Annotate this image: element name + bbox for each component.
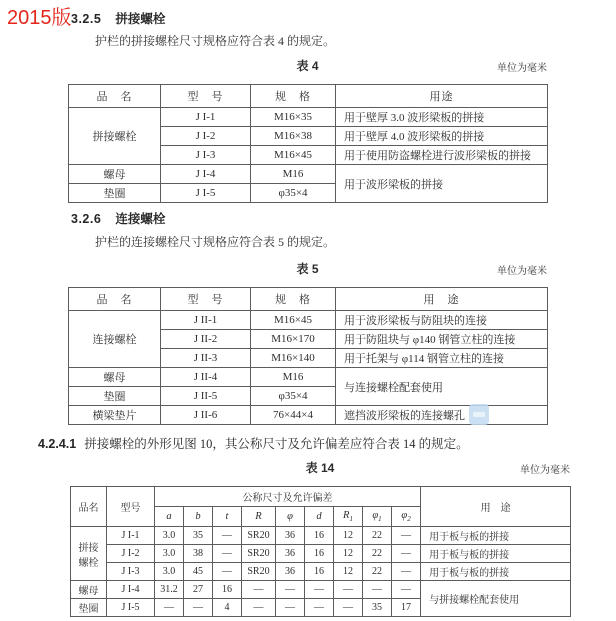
cell: 16 xyxy=(305,545,334,563)
clause-number: 3.2.5 xyxy=(71,12,102,26)
cell: J II-5 xyxy=(161,387,251,406)
cell: 拼接螺栓 xyxy=(71,527,107,581)
cell: M16 xyxy=(251,165,336,184)
cell: 3.0 xyxy=(155,527,184,545)
cell: J I-4 xyxy=(161,165,251,184)
cell: 螺母 xyxy=(69,368,161,387)
header-cell: R xyxy=(242,507,276,527)
cell: — xyxy=(184,599,213,617)
clause-title: 拼接螺栓 xyxy=(115,12,166,26)
cell: — xyxy=(276,599,305,617)
cell: — xyxy=(242,581,276,599)
header-cell: 型 号 xyxy=(161,85,251,108)
cell: 用于防阻块与 φ140 钢管立柱的连接 xyxy=(336,330,548,349)
cell: 31.2 xyxy=(155,581,184,599)
header-cell: 规 格 xyxy=(251,85,336,108)
cell: 38 xyxy=(184,545,213,563)
watermark xyxy=(469,404,489,425)
header-cell: d xyxy=(305,507,334,527)
clause-3-2-6-heading xyxy=(71,209,165,227)
cell: M16×170 xyxy=(251,330,336,349)
cell: 垫圈 xyxy=(71,599,107,617)
table-row xyxy=(71,545,571,563)
cell: 用于板与板的拼接 xyxy=(421,563,571,581)
cell: — xyxy=(363,581,392,599)
clause-body: 拼接螺栓的外形见图 10，其公称尺寸及允许偏差应符合表 14 的规定。 xyxy=(84,437,469,451)
cell: — xyxy=(213,527,242,545)
table-row xyxy=(69,368,548,387)
table-14-caption-row xyxy=(70,459,570,475)
header-cell: 型 号 xyxy=(161,288,251,311)
cell: 35 xyxy=(363,599,392,617)
cell: M16 xyxy=(251,368,336,387)
header-cell: 用 途 xyxy=(336,288,548,311)
header-cell: b xyxy=(184,507,213,527)
header-cell: t xyxy=(213,507,242,527)
cell: — xyxy=(392,545,421,563)
cell: — xyxy=(305,599,334,617)
table-5-caption: 表 5 xyxy=(296,262,319,276)
cell: 用于板与板的拼接 xyxy=(421,527,571,545)
cell: 用于托架与 φ114 钢管立柱的连接 xyxy=(336,349,548,368)
cell: — xyxy=(213,545,242,563)
cell: — xyxy=(242,599,276,617)
cell: M16×35 xyxy=(251,108,336,127)
header-cell: 品 名 xyxy=(69,85,161,108)
cell: 12 xyxy=(334,563,363,581)
cell: — xyxy=(392,527,421,545)
cell: J I-1 xyxy=(161,108,251,127)
cell: 12 xyxy=(334,527,363,545)
clause-4-2-4-1-heading xyxy=(38,434,469,453)
cell: 27 xyxy=(184,581,213,599)
table-14-unit-label: 单位为毫米 xyxy=(520,465,570,476)
header-cell: φ xyxy=(276,507,305,527)
table-row xyxy=(69,165,548,184)
table-14-caption: 表 14 xyxy=(305,461,335,475)
cell: 12 xyxy=(334,545,363,563)
cell: 16 xyxy=(305,563,334,581)
header-cell: a xyxy=(155,507,184,527)
watermark-glyph xyxy=(473,412,485,417)
cell: J II-2 xyxy=(161,330,251,349)
table-row xyxy=(71,581,571,599)
table-5-unit-label: 单位为毫米 xyxy=(497,266,547,277)
cell: 17 xyxy=(392,599,421,617)
cell: 22 xyxy=(363,527,392,545)
cell: 用于波形梁板与防阻块的连接 xyxy=(336,311,548,330)
cell: — xyxy=(213,563,242,581)
table-row xyxy=(71,527,571,545)
cell: J II-4 xyxy=(161,368,251,387)
cell: 垫圈 xyxy=(69,184,161,203)
cell: SR20 xyxy=(242,563,276,581)
cell: J I-2 xyxy=(161,127,251,146)
cell: 45 xyxy=(184,563,213,581)
header-cell: 公称尺寸及允许偏差 xyxy=(155,487,421,507)
edition-label: 2015版 xyxy=(7,7,72,29)
cell: 16 xyxy=(305,527,334,545)
cell: 遮挡波形梁板的连接螺孔 xyxy=(336,406,548,425)
header-cell: 规 格 xyxy=(251,288,336,311)
cell: 16 xyxy=(213,581,242,599)
cell: 用于壁厚 4.0 波形梁板的拼接 xyxy=(336,127,548,146)
header-cell: $R_1$ xyxy=(334,507,363,527)
clause-title: 连接螺栓 xyxy=(115,212,166,226)
header-cell: 型号 xyxy=(107,487,155,527)
cell: J I-2 xyxy=(107,545,155,563)
table-4-unit-label: 单位为毫米 xyxy=(497,63,547,74)
cell: M16×38 xyxy=(251,127,336,146)
cell: 35 xyxy=(184,527,213,545)
table-row xyxy=(69,311,548,330)
table-row xyxy=(69,288,548,311)
cell: 36 xyxy=(276,527,305,545)
table-row xyxy=(69,85,548,108)
cell: J II-6 xyxy=(161,406,251,425)
cell: 用于使用防盗螺栓进行波形梁板的拼接 xyxy=(336,146,548,165)
clause-3-2-5-heading xyxy=(71,9,165,27)
cell: 螺母 xyxy=(69,165,161,184)
cell: 用于壁厚 3.0 波形梁板的拼接 xyxy=(336,108,548,127)
cell: — xyxy=(276,581,305,599)
clause-number: 4.2.4.1 xyxy=(38,437,77,451)
cell: J II-1 xyxy=(161,311,251,330)
cell: J I-5 xyxy=(107,599,155,617)
cell: 连接螺栓 xyxy=(69,311,161,368)
cell: — xyxy=(392,581,421,599)
cell: 用于板与板的拼接 xyxy=(421,545,571,563)
cell: 4 xyxy=(213,599,242,617)
cell: — xyxy=(334,581,363,599)
cell: φ35×4 xyxy=(251,387,336,406)
clause-3-2-6-body: 护栏的连接螺栓尺寸规格应符合表 5 的规定。 xyxy=(95,235,336,249)
table-4 xyxy=(68,84,548,203)
cell: J I-3 xyxy=(161,146,251,165)
cell: 拼接螺栓 xyxy=(69,108,161,165)
header-cell: 用途 xyxy=(336,85,548,108)
cell: J I-5 xyxy=(161,184,251,203)
cell: M16×140 xyxy=(251,349,336,368)
cell: — xyxy=(392,563,421,581)
cell: J I-3 xyxy=(107,563,155,581)
cell: 与拼接螺栓配套使用 xyxy=(421,581,571,617)
cell: 36 xyxy=(276,563,305,581)
table-5-caption-row xyxy=(68,260,547,276)
cell: 垫圈 xyxy=(69,387,161,406)
header-cell: 用 途 xyxy=(421,487,571,527)
table-4-caption: 表 4 xyxy=(296,59,319,73)
cell: 螺母 xyxy=(71,581,107,599)
cell: SR20 xyxy=(242,545,276,563)
cell: 与连接螺栓配套使用 xyxy=(336,368,548,406)
cell: φ35×4 xyxy=(251,184,336,203)
cell: M16×45 xyxy=(251,146,336,165)
cell: 横梁垫片 xyxy=(69,406,161,425)
cell: SR20 xyxy=(242,527,276,545)
cell: 3.0 xyxy=(155,545,184,563)
cell: — xyxy=(334,599,363,617)
header-cell: 品名 xyxy=(71,487,107,527)
cell: 36 xyxy=(276,545,305,563)
cell: — xyxy=(155,599,184,617)
cell: 3.0 xyxy=(155,563,184,581)
cell: 22 xyxy=(363,563,392,581)
table-row xyxy=(71,487,571,507)
cell: 22 xyxy=(363,545,392,563)
cell: 用于波形梁板的拼接 xyxy=(336,165,548,203)
cell: 76×44×4 xyxy=(251,406,336,425)
clause-number: 3.2.6 xyxy=(71,212,102,226)
cell: J I-1 xyxy=(107,527,155,545)
table-14 xyxy=(70,486,571,617)
cell: — xyxy=(305,581,334,599)
table-row xyxy=(69,108,548,127)
cell: M16×45 xyxy=(251,311,336,330)
table-4-caption-row xyxy=(68,57,547,73)
clause-3-2-5-body: 护栏的拼接螺栓尺寸规格应符合表 4 的规定。 xyxy=(95,34,336,48)
header-cell: 品 名 xyxy=(69,288,161,311)
header-cell: $\varphi_1$ xyxy=(363,507,392,527)
header-cell: $\varphi_2$ xyxy=(392,507,421,527)
table-row xyxy=(71,563,571,581)
cell: J I-4 xyxy=(107,581,155,599)
cell: J II-3 xyxy=(161,349,251,368)
